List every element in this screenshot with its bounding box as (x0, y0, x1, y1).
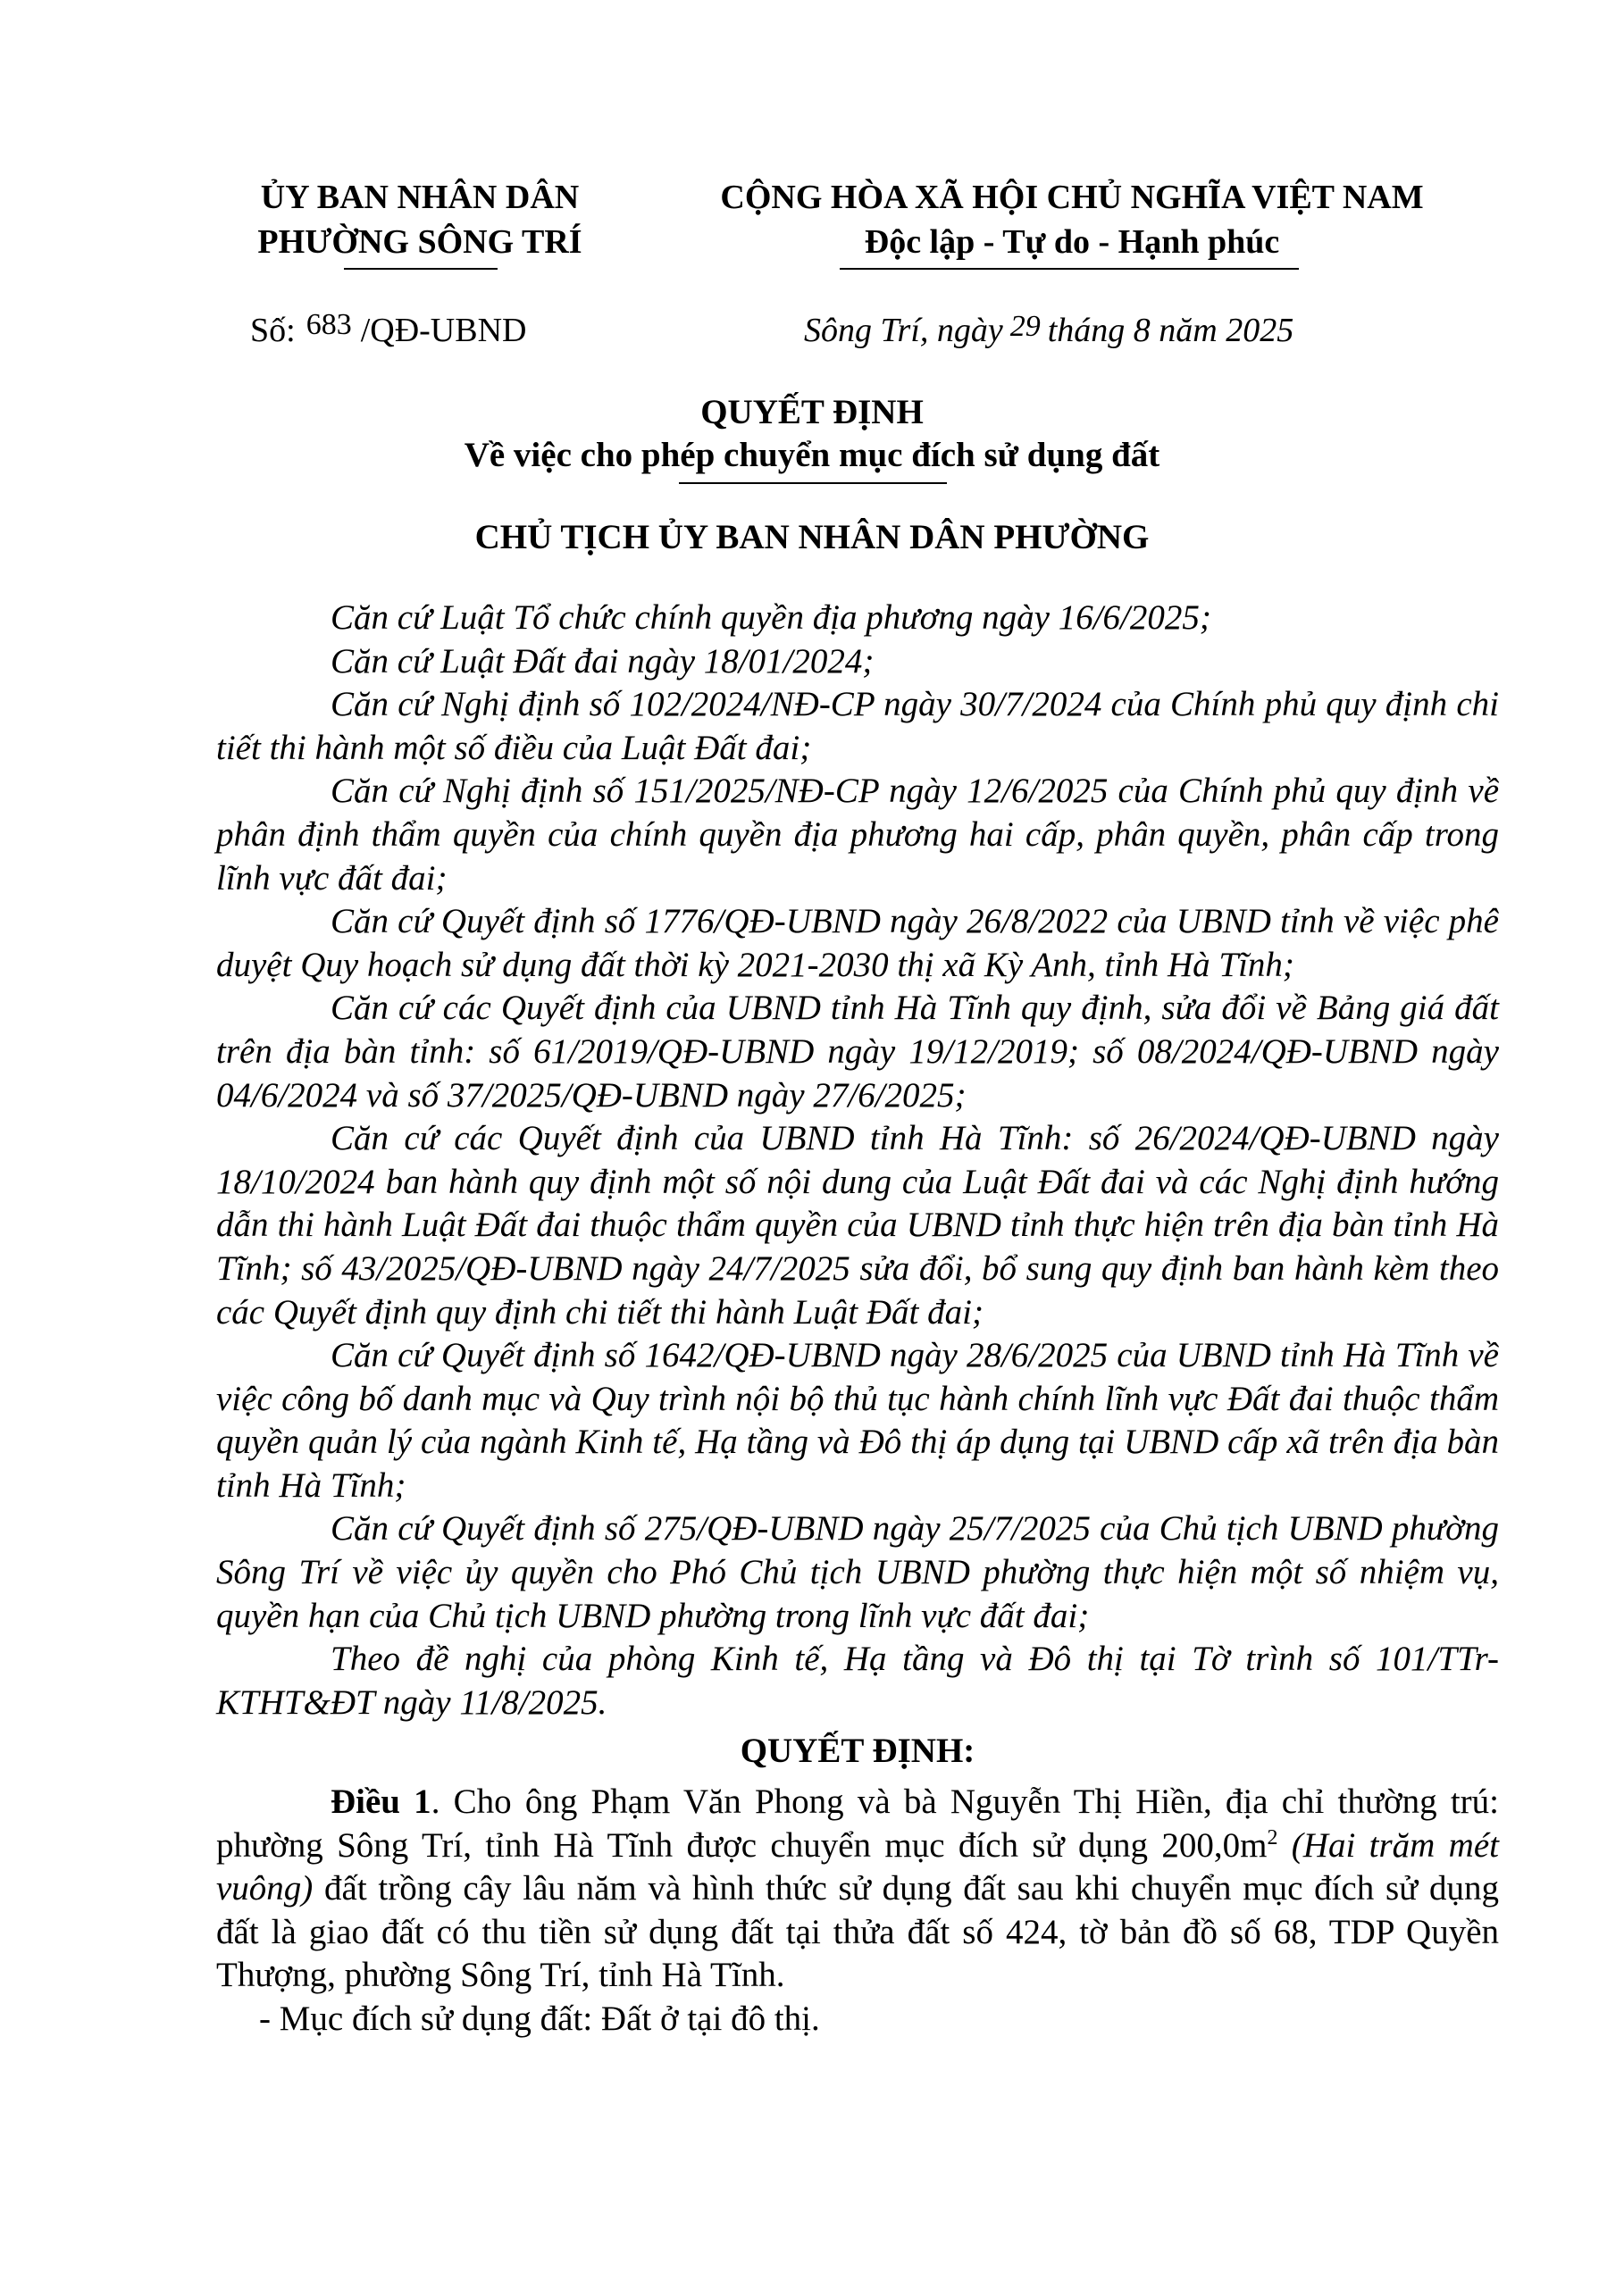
legal-basis-1: Căn cứ Luật Tổ chức chính quyền địa phương ngày 16/6/2025; (331, 598, 1211, 637)
nation-name: CỘNG HÒA XÃ HỘI CHỦ NGHĨA VIỆT NAM (720, 179, 1424, 216)
authority-title: CHỦ TỊCH ỦY BAN NHÂN DÂN PHƯỜNG (474, 518, 1150, 556)
land-use-purpose: - Mục đích sử dụng đất: Đất ở tại đô thị. (259, 2000, 820, 2038)
legal-basis-9: Căn cứ Quyết định số 275/QĐ-UBND ngày 25/7/2025 của Chủ tịch UBND phường Sông Trí về việc ủy quyền cho Phó Chủ tịch UBND phường thực hiện một số nhiệm vụ, quyền hạn của Chủ tịch UBND phường trong lĩnh vực đất đai; (216, 1509, 1499, 1635)
issuing-agency (214, 175, 625, 264)
article-1 (216, 1781, 1499, 1998)
document-subject: Về việc cho phép chuyển mục đích sử dụng đất (464, 436, 1160, 474)
date-prefix: Sông Trí, ngày (804, 312, 1003, 349)
decision-heading: QUYẾT ĐỊNH: (740, 1732, 975, 1771)
document-body (216, 597, 1499, 2041)
legal-basis-7: Căn cứ các Quyết định của UBND tỉnh Hà Tĩnh: số 26/2024/QĐ-UBND ngày 18/10/2024 ban hành quy định một số nội dung của Luật Đất đai và các Nghị định hướng dẫn thi hành Luật Đất đai thuộc thẩm quyền của UBND tỉnh thực hiện trên địa bàn tỉnh Hà Tĩnh; số 43/2025/QĐ-UBND ngày 24/7/2025 sửa đổi, bổ sung quy định ban hành kèm theo các Quyết định quy định chi tiết thi hành Luật Đất đai; (216, 1119, 1499, 1332)
legal-basis-2: Căn cứ Luật Đất đai ngày 18/01/2024; (331, 641, 875, 680)
number-value: 683 (306, 308, 352, 341)
place-and-date (804, 308, 1293, 355)
document-number (250, 308, 526, 355)
legal-basis-5: Căn cứ Quyết định số 1776/QĐ-UBND ngày 26/8/2022 của UBND tỉnh về việc phê duyệt Quy hoạch sử dụng đất thời kỳ 2021-2030 thị xã Kỳ Anh, tỉnh Hà Tĩnh; (216, 902, 1499, 984)
agency-line-1: ỦY BAN NHÂN DÂN (260, 179, 580, 216)
number-suffix: /QĐ-UBND (360, 312, 527, 349)
number-prefix: Số: (250, 312, 296, 349)
legal-basis-6: Căn cứ các Quyết định của UBND tỉnh Hà Tĩnh quy định, sửa đổi về Bảng giá đất trên địa bàn tỉnh: số 61/2019/QĐ-UBND ngày 19/12/2019; số 08/2024/QĐ-UBND ngày 04/6/2024 và số 37/2025/QĐ-UBND ngày 27/6/2025; (216, 989, 1499, 1115)
agency-line-2: PHƯỜNG SÔNG TRÍ (257, 223, 582, 261)
article-1-label: Điều 1 (331, 1783, 431, 1822)
agency-underline (344, 268, 498, 270)
national-motto (679, 175, 1465, 264)
legal-basis-8: Căn cứ Quyết định số 1642/QĐ-UBND ngày 28/6/2025 của UBND tỉnh Hà Tĩnh về việc công bố danh mục và Quy trình nội bộ thủ tục hành chính lĩnh vực Đất đai thuộc thẩm quyền quản lý của ngành Kinh tế, Hạ tầng và Đô thị áp dụng tại UBND cấp xã trên địa bàn tỉnh Hà Tĩnh; (216, 1336, 1499, 1505)
legal-basis-4: Căn cứ Nghị định số 151/2025/NĐ-CP ngày 12/6/2025 của Chính phủ quy định về phân định thẩm quyền của chính quyền địa phương hai cấp, phân quyền, phân cấp trong lĩnh vực đất đai; (216, 772, 1499, 898)
date-day: 29 (1009, 310, 1041, 343)
area-in-words: (Hai trăm mét vuông) (216, 1825, 1499, 1908)
motto-line: Độc lập - Tự do - Hạnh phúc (864, 223, 1280, 261)
article-1-text-a: . Cho ông Phạm Văn Phong và bà Nguyễn Thị Hiền, địa chỉ thường trú: phường Sông Trí, tỉnh Hà Tĩnh được chuyển mục đích sử dụng 200,0m (216, 1783, 1499, 1865)
proposal-basis: Theo đề nghị của phòng Kinh tế, Hạ tầng và Đô thị tại Tờ trình số 101/TTr-KTHT&ĐT ngày 11/8/2025. (216, 1640, 1499, 1722)
date-rest: tháng 8 năm 2025 (1047, 312, 1294, 349)
motto-underline (840, 268, 1299, 270)
area-unit-superscript: 2 (1267, 1825, 1278, 1849)
legal-basis-3: Căn cứ Nghị định số 102/2024/NĐ-CP ngày 30/7/2024 của Chính phủ quy định chi tiết thi hành một số điều của Luật Đất đai; (216, 685, 1499, 767)
article-1-text-b: đất trồng cây lâu năm và hình thức sử dụng đất sau khi chuyển mục đích sử dụng đất là giao đất có thu tiền sử dụng đất tại thửa đất số 424, tờ bản đồ số 68, TDP Quyền Thượng, phường Sông Trí, tỉnh Hà Tĩnh. (216, 1869, 1499, 1995)
subject-underline (679, 482, 947, 484)
document-type-title: QUYẾT ĐỊNH (700, 393, 924, 431)
